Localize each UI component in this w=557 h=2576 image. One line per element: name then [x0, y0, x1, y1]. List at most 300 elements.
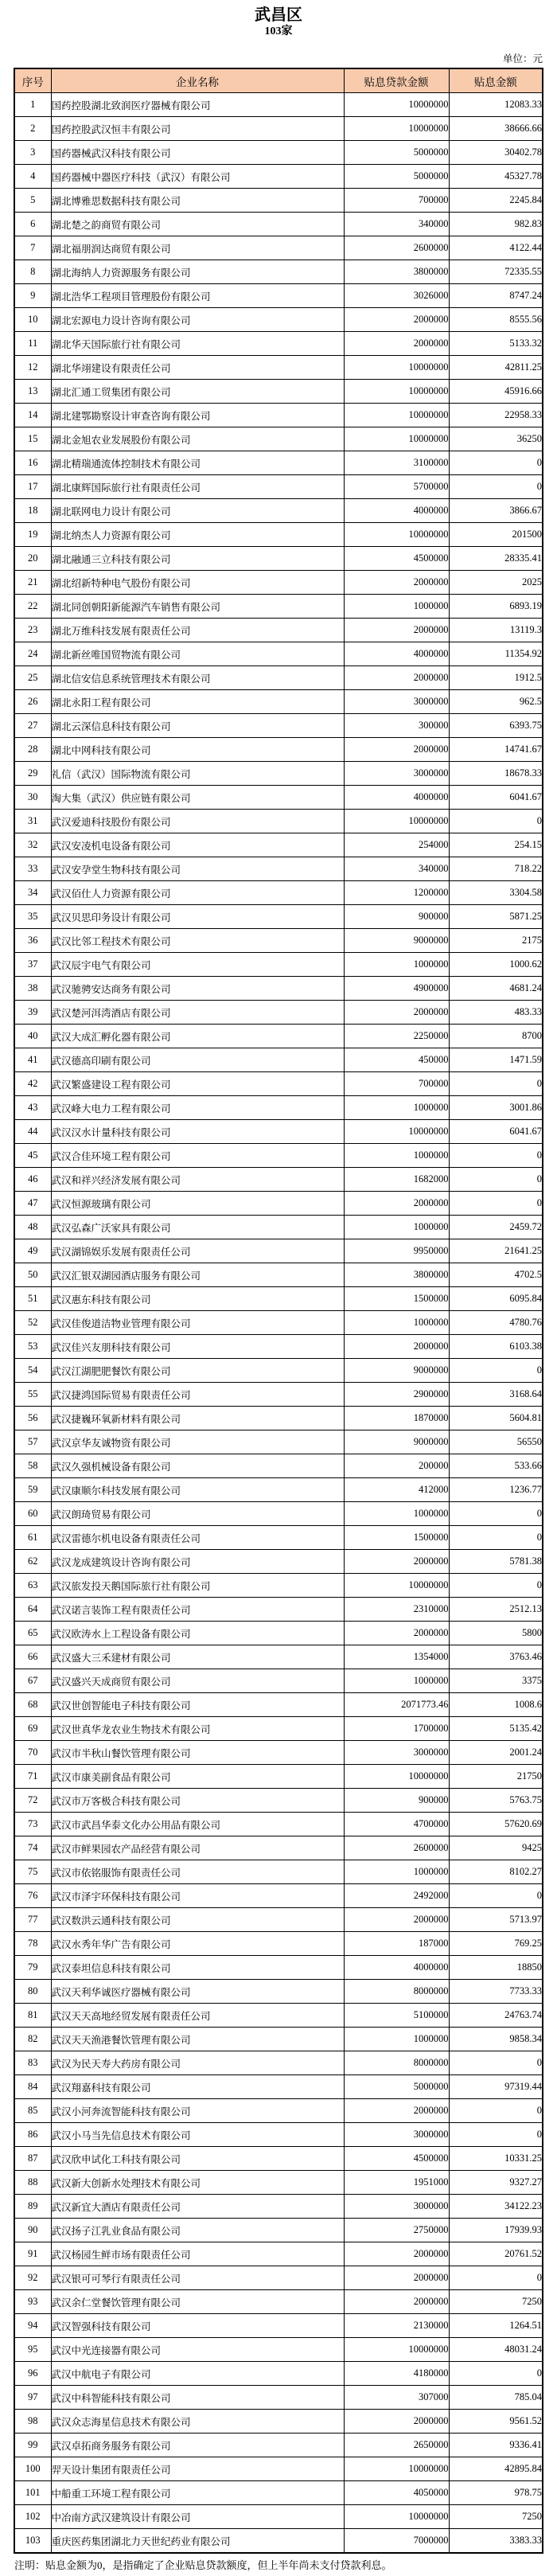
row-number: 22	[14, 595, 51, 619]
subsidy-amount: 978.75	[449, 2481, 543, 2505]
table-row	[14, 595, 543, 619]
loan-amount: 1000000	[344, 1502, 449, 1526]
table-row	[14, 1048, 543, 1072]
subsidy-amount: 1912.5	[449, 666, 543, 690]
row-number: 78	[14, 1932, 51, 1956]
company-name: 武汉安凌机电设备有限公司	[51, 833, 344, 857]
company-name: 国药器械中器医疗科技（武汉）有限公司	[51, 165, 344, 189]
table-row	[14, 2266, 543, 2290]
row-number: 86	[14, 2123, 51, 2147]
row-number: 10	[14, 308, 51, 332]
company-name: 武汉久强机械设备有限公司	[51, 1454, 344, 1478]
loan-amount: 1000000	[344, 1860, 449, 1884]
company-name: 湖北万维科技发展有限责任公司	[51, 619, 344, 642]
loan-amount: 2000000	[344, 571, 449, 595]
row-number: 55	[14, 1383, 51, 1407]
table-row	[14, 1454, 543, 1478]
subsidy-amount: 6103.38	[449, 1335, 543, 1359]
subsidy-amount: 6095.84	[449, 1287, 543, 1311]
loan-amount: 2000000	[344, 308, 449, 332]
company-name: 武汉市泽宇环保科技有限公司	[51, 1884, 344, 1908]
table-row	[14, 1741, 543, 1765]
company-name: 武汉合佳环境工程有限公司	[51, 1144, 344, 1168]
company-name: 武汉盛兴天成商贸有限公司	[51, 1669, 344, 1693]
loan-amount: 5000000	[344, 141, 449, 165]
company-name: 淘大集（武汉）供应链有限公司	[51, 786, 344, 810]
subsidy-amount: 718.22	[449, 857, 543, 881]
table-row	[14, 2242, 543, 2266]
subsidy-amount: 56550	[449, 1430, 543, 1454]
row-number: 95	[14, 2338, 51, 2362]
loan-amount: 5000000	[344, 2075, 449, 2099]
row-number: 83	[14, 2051, 51, 2075]
subsidy-amount: 533.66	[449, 1454, 543, 1478]
row-number: 8	[14, 260, 51, 284]
row-number: 14	[14, 404, 51, 427]
row-number: 47	[14, 1192, 51, 1216]
table-row	[14, 1645, 543, 1669]
table-row	[14, 714, 543, 738]
subsidy-amount: 0	[449, 810, 543, 833]
row-number: 69	[14, 1717, 51, 1741]
loan-amount: 9000000	[344, 1430, 449, 1454]
company-name: 湖北华翊建设有限责任公司	[51, 356, 344, 380]
table-row	[14, 1598, 543, 1622]
subsidy-amount: 7733.33	[449, 1980, 543, 2004]
loan-amount: 300000	[344, 714, 449, 738]
company-name: 湖北金旭农业发展股份有限公司	[51, 427, 344, 451]
subsidy-amount: 3001.86	[449, 1096, 543, 1120]
row-number: 11	[14, 332, 51, 356]
subsidy-amount: 785.04	[449, 2386, 543, 2410]
table-row	[14, 1359, 543, 1383]
row-number: 56	[14, 1407, 51, 1430]
loan-amount: 4000000	[344, 786, 449, 810]
row-number: 37	[14, 953, 51, 977]
company-name: 湖北精瑞通流体控制技术有限公司	[51, 451, 344, 475]
subsidy-amount: 9858.34	[449, 2028, 543, 2051]
row-number: 75	[14, 1860, 51, 1884]
company-name: 武汉数洪云通科技有限公司	[51, 1908, 344, 1932]
company-name: 武汉佳俊道洁物业管理有限公司	[51, 1311, 344, 1335]
subsidy-amount: 42895.84	[449, 2457, 543, 2481]
company-name: 湖北建鄂勘察设计审查咨询有限公司	[51, 404, 344, 427]
company-name: 武汉龙成建筑设计咨询有限公司	[51, 1550, 344, 1574]
row-number: 68	[14, 1693, 51, 1717]
company-name: 湖北康辉国际旅行社有限责任公司	[51, 475, 344, 499]
table-row	[14, 141, 543, 165]
company-name: 武汉银可可琴行有限责任公司	[51, 2266, 344, 2290]
subsidy-amount: 45327.78	[449, 165, 543, 189]
loan-amount: 700000	[344, 189, 449, 213]
company-name: 武汉弘森广沃家具有限公司	[51, 1216, 344, 1239]
company-name: 湖北新丝唯国贸物流有限公司	[51, 642, 344, 666]
row-number: 66	[14, 1645, 51, 1669]
row-number: 88	[14, 2171, 51, 2195]
company-name: 武汉新宜大酒店有限责任公司	[51, 2195, 344, 2219]
company-name: 湖北汇通工贸集团有限公司	[51, 380, 344, 404]
table-row	[14, 881, 543, 905]
table-row	[14, 1120, 543, 1144]
subsidy-amount: 38666.66	[449, 117, 543, 141]
subsidy-amount: 769.25	[449, 1932, 543, 1956]
company-name: 武汉小马当先信息技术有限公司	[51, 2123, 344, 2147]
company-name: 武汉雷德尔机电设备有限责任公司	[51, 1526, 344, 1550]
table-row	[14, 308, 543, 332]
table-row	[14, 1813, 543, 1836]
table-row	[14, 619, 543, 642]
company-name: 湖北同创朝阳新能源汽车销售有限公司	[51, 595, 344, 619]
loan-amount: 10000000	[344, 1120, 449, 1144]
subsidy-amount: 5763.75	[449, 1789, 543, 1813]
header-cell-index: 序号	[14, 68, 51, 93]
table-row	[14, 1693, 543, 1717]
row-number: 85	[14, 2099, 51, 2123]
company-name: 武汉为民天寿大药房有限公司	[51, 2051, 344, 2075]
table-row	[14, 1096, 543, 1120]
table-row	[14, 1789, 543, 1813]
loan-amount: 10000000	[344, 1765, 449, 1789]
loan-amount: 1200000	[344, 881, 449, 905]
company-name: 武汉和祥兴经济发展有限公司	[51, 1168, 344, 1192]
row-number: 45	[14, 1144, 51, 1168]
company-name: 武汉新大创新水处理技术有限公司	[51, 2171, 344, 2195]
company-name: 武汉中航电子有限公司	[51, 2362, 344, 2386]
table-row	[14, 1980, 543, 2004]
loan-amount: 1000000	[344, 1216, 449, 1239]
loan-amount: 5000000	[344, 165, 449, 189]
row-number: 4	[14, 165, 51, 189]
subsidy-amount: 20761.52	[449, 2242, 543, 2266]
subsidy-amount: 0	[449, 2051, 543, 2075]
subsidy-amount: 0	[449, 1526, 543, 1550]
company-name: 武汉智强科技有限公司	[51, 2314, 344, 2338]
subsidy-amount: 4780.76	[449, 1311, 543, 1335]
subsidy-amount: 97319.44	[449, 2075, 543, 2099]
company-name: 武汉湖锦娱乐发展有限责任公司	[51, 1239, 344, 1263]
table-row	[14, 1335, 543, 1359]
table-row	[14, 977, 543, 1001]
footnote: 注明：贴息金额为0，是指确定了企业贴息贷款额度，但上半年尚未支付贷款利息。	[14, 2559, 392, 2571]
row-number: 77	[14, 1908, 51, 1932]
subsidy-amount: 0	[449, 1192, 543, 1216]
loan-amount: 10000000	[344, 1574, 449, 1598]
loan-amount: 1682000	[344, 1168, 449, 1192]
row-number: 19	[14, 523, 51, 547]
subsidy-amount: 8747.24	[449, 284, 543, 308]
table-row	[14, 2362, 543, 2386]
table-row	[14, 2123, 543, 2147]
subsidy-amount: 42811.25	[449, 356, 543, 380]
company-name: 武汉扬子江乳业食品有限公司	[51, 2219, 344, 2242]
company-name: 武汉诺言装饰工程有限责任公司	[51, 1598, 344, 1622]
company-name: 武汉市鲜果园农产品经营有限公司	[51, 1836, 344, 1860]
loan-amount: 2000000	[344, 2242, 449, 2266]
table-row	[14, 1287, 543, 1311]
loan-amount: 2750000	[344, 2219, 449, 2242]
subsidy-amount: 2459.72	[449, 1216, 543, 1239]
loan-amount: 5100000	[344, 2004, 449, 2028]
company-name: 武汉市半秋山餐饮管理有限公司	[51, 1741, 344, 1765]
company-name: 武汉市武昌华泰文化办公用品有限公司	[51, 1813, 344, 1836]
company-name: 武汉德高印刷有限公司	[51, 1048, 344, 1072]
row-number: 40	[14, 1025, 51, 1048]
row-number: 65	[14, 1622, 51, 1645]
subsidy-amount: 6041.67	[449, 1120, 543, 1144]
row-number: 72	[14, 1789, 51, 1813]
table-row	[14, 2195, 543, 2219]
loan-amount: 1000000	[344, 1144, 449, 1168]
unit-label: 单位：元	[502, 53, 543, 64]
row-number: 31	[14, 810, 51, 833]
loan-amount: 10000000	[344, 810, 449, 833]
row-number: 9	[14, 284, 51, 308]
table-row	[14, 213, 543, 236]
company-name: 湖北联网电力设计有限公司	[51, 499, 344, 523]
table-row	[14, 189, 543, 213]
company-name: 湖北信安信息系统管理技术有限公司	[51, 666, 344, 690]
company-name: 武汉朗琦贸易有限公司	[51, 1502, 344, 1526]
company-name: 武汉贝思印务设计有限公司	[51, 905, 344, 929]
company-name: 武汉捷鸿国际贸易有限责任公司	[51, 1383, 344, 1407]
loan-amount: 2000000	[344, 2266, 449, 2290]
table-row	[14, 165, 543, 189]
loan-amount: 10000000	[344, 404, 449, 427]
loan-amount: 2000000	[344, 1335, 449, 1359]
company-name: 湖北华天国际旅行社有限公司	[51, 332, 344, 356]
subsidy-amount: 0	[449, 1144, 543, 1168]
table-row	[14, 2481, 543, 2505]
row-number: 101	[14, 2481, 51, 2505]
loan-amount: 1700000	[344, 1717, 449, 1741]
row-number: 57	[14, 1430, 51, 1454]
loan-amount: 10000000	[344, 117, 449, 141]
row-number: 80	[14, 1980, 51, 2004]
row-number: 103	[14, 2529, 51, 2554]
subsidy-amount: 201500	[449, 523, 543, 547]
subsidy-amount: 0	[449, 475, 543, 499]
table-row	[14, 356, 543, 380]
subsidy-amount: 11354.92	[449, 642, 543, 666]
subsidy-amount: 21641.25	[449, 1239, 543, 1263]
table-row	[14, 332, 543, 356]
table-row	[14, 1025, 543, 1048]
company-name: 武汉杨园生鲜市场有限责任公司	[51, 2242, 344, 2266]
subsidy-amount: 7250	[449, 2505, 543, 2529]
row-number: 52	[14, 1311, 51, 1335]
table-row	[14, 929, 543, 953]
company-name: 武汉水秀年华广告有限公司	[51, 1932, 344, 1956]
company-name: 武汉欣申试化工科技有限公司	[51, 2147, 344, 2171]
loan-amount: 1000000	[344, 1669, 449, 1693]
table-row	[14, 1407, 543, 1430]
table-row	[14, 1383, 543, 1407]
table-row	[14, 2410, 543, 2434]
row-number: 76	[14, 1884, 51, 1908]
table-row	[14, 1239, 543, 1263]
loan-amount: 700000	[344, 1072, 449, 1096]
table-row	[14, 642, 543, 666]
subsidy-amount: 1000.62	[449, 953, 543, 977]
company-name: 武汉中光连接器有限公司	[51, 2338, 344, 2362]
company-name: 湖北云深信息科技有限公司	[51, 714, 344, 738]
loan-amount: 1354000	[344, 1645, 449, 1669]
row-number: 87	[14, 2147, 51, 2171]
loan-amount: 3800000	[344, 1263, 449, 1287]
row-number: 32	[14, 833, 51, 857]
table-row	[14, 2314, 543, 2338]
row-number: 20	[14, 547, 51, 571]
subsidy-amount: 3375	[449, 1669, 543, 1693]
subsidy-amount: 0	[449, 1359, 543, 1383]
row-number: 17	[14, 475, 51, 499]
company-name: 武汉康顺尔科技发展有限公司	[51, 1478, 344, 1502]
subsidy-amount: 483.33	[449, 1001, 543, 1025]
company-name: 武汉捷巍环氧新材料有限公司	[51, 1407, 344, 1430]
row-number: 49	[14, 1239, 51, 1263]
row-number: 35	[14, 905, 51, 929]
row-number: 27	[14, 714, 51, 738]
row-number: 79	[14, 1956, 51, 1980]
row-number: 93	[14, 2290, 51, 2314]
loan-amount: 1500000	[344, 1287, 449, 1311]
company-name: 武汉卓拓商务服务有限公司	[51, 2434, 344, 2457]
table-row	[14, 738, 543, 762]
subsidy-amount: 3304.58	[449, 881, 543, 905]
company-name: 武汉安孕堂生物科技有限公司	[51, 857, 344, 881]
loan-amount: 187000	[344, 1932, 449, 1956]
company-name: 武汉江湖肥肥餐饮有限公司	[51, 1359, 344, 1383]
company-name: 国药控股武汉恒丰有限公司	[51, 117, 344, 141]
subsidy-amount: 24763.74	[449, 2004, 543, 2028]
table-row	[14, 2147, 543, 2171]
row-number: 48	[14, 1216, 51, 1239]
subsidy-amount: 2001.24	[449, 1741, 543, 1765]
row-number: 74	[14, 1836, 51, 1860]
company-count: 103家	[264, 25, 293, 37]
loan-amount: 4500000	[344, 2147, 449, 2171]
table-row	[14, 953, 543, 977]
company-name: 武汉佳兴友朋科技有限公司	[51, 1335, 344, 1359]
loan-amount: 3000000	[344, 762, 449, 786]
row-number: 3	[14, 141, 51, 165]
row-number: 44	[14, 1120, 51, 1144]
loan-amount: 10000000	[344, 2338, 449, 2362]
row-number: 73	[14, 1813, 51, 1836]
subsidy-amount: 5133.32	[449, 332, 543, 356]
row-number: 53	[14, 1335, 51, 1359]
row-number: 99	[14, 2434, 51, 2457]
row-number: 60	[14, 1502, 51, 1526]
table-row	[14, 786, 543, 810]
company-name: 湖北浩华工程项目管理股份有限公司	[51, 284, 344, 308]
subsidy-amount: 7250	[449, 2290, 543, 2314]
row-number: 25	[14, 666, 51, 690]
row-number: 28	[14, 738, 51, 762]
loan-amount: 307000	[344, 2386, 449, 2410]
loan-amount: 4000000	[344, 642, 449, 666]
subsidy-amount: 22958.33	[449, 404, 543, 427]
subsidy-amount: 2245.84	[449, 189, 543, 213]
loan-amount: 2000000	[344, 2099, 449, 2123]
loan-amount: 1500000	[344, 1526, 449, 1550]
row-number: 1	[14, 93, 51, 117]
table-row	[14, 2028, 543, 2051]
loan-amount: 1000000	[344, 953, 449, 977]
table-row	[14, 2338, 543, 2362]
company-name: 武汉繁盛建设工程有限公司	[51, 1072, 344, 1096]
row-number: 2	[14, 117, 51, 141]
loan-amount: 10000000	[344, 356, 449, 380]
row-number: 98	[14, 2410, 51, 2434]
row-number: 42	[14, 1072, 51, 1096]
loan-amount: 7000000	[344, 2529, 449, 2554]
row-number: 70	[14, 1741, 51, 1765]
loan-amount: 2000000	[344, 332, 449, 356]
subsidy-amount: 3383.33	[449, 2529, 543, 2554]
header-cell-company-name: 企业名称	[51, 68, 344, 93]
row-number: 59	[14, 1478, 51, 1502]
table-row	[14, 1884, 543, 1908]
loan-amount: 10000000	[344, 2457, 449, 2481]
company-name: 武汉欧涛水上工程设备有限公司	[51, 1622, 344, 1645]
table-row	[14, 2171, 543, 2195]
subsidy-amount: 48031.24	[449, 2338, 543, 2362]
loan-amount: 2000000	[344, 2290, 449, 2314]
loan-amount: 200000	[344, 1454, 449, 1478]
loan-amount: 2000000	[344, 1192, 449, 1216]
subsidy-amount: 6393.75	[449, 714, 543, 738]
table-row	[14, 2457, 543, 2481]
loan-amount: 3026000	[344, 284, 449, 308]
table-row	[14, 2075, 543, 2099]
row-number: 12	[14, 356, 51, 380]
loan-amount: 4500000	[344, 547, 449, 571]
loan-amount: 412000	[344, 1478, 449, 1502]
company-name: 武汉天利华诚医疗器械有限公司	[51, 1980, 344, 2004]
company-name: 武汉恒源玻璃有限公司	[51, 1192, 344, 1216]
company-name: 湖北绍新特种电气股份有限公司	[51, 571, 344, 595]
subsidy-amount: 3168.64	[449, 1383, 543, 1407]
loan-amount: 4000000	[344, 1956, 449, 1980]
header-row	[14, 68, 543, 93]
subsidy-amount: 2025	[449, 571, 543, 595]
row-number: 54	[14, 1359, 51, 1383]
company-name: 武汉峰大电力工程有限公司	[51, 1096, 344, 1120]
table-row	[14, 284, 543, 308]
loan-amount: 2250000	[344, 1025, 449, 1048]
row-number: 21	[14, 571, 51, 595]
loan-amount: 3000000	[344, 1741, 449, 1765]
loan-amount: 1870000	[344, 1407, 449, 1430]
loan-amount: 4180000	[344, 2362, 449, 2386]
subsidy-amount: 0	[449, 2266, 543, 2290]
loan-amount: 2130000	[344, 2314, 449, 2338]
table-row	[14, 2505, 543, 2529]
table-row	[14, 2529, 543, 2554]
table-row	[14, 93, 543, 117]
company-name: 湖北福朋润达商贸有限公司	[51, 236, 344, 260]
row-number: 6	[14, 213, 51, 236]
loan-amount: 2000000	[344, 738, 449, 762]
row-number: 62	[14, 1550, 51, 1574]
company-name: 湖北楚之韵商贸有限公司	[51, 213, 344, 236]
loan-amount: 1000000	[344, 2028, 449, 2051]
subsidy-amount: 28335.41	[449, 547, 543, 571]
subsidy-amount: 1471.59	[449, 1048, 543, 1072]
row-number: 30	[14, 786, 51, 810]
table-row	[14, 475, 543, 499]
